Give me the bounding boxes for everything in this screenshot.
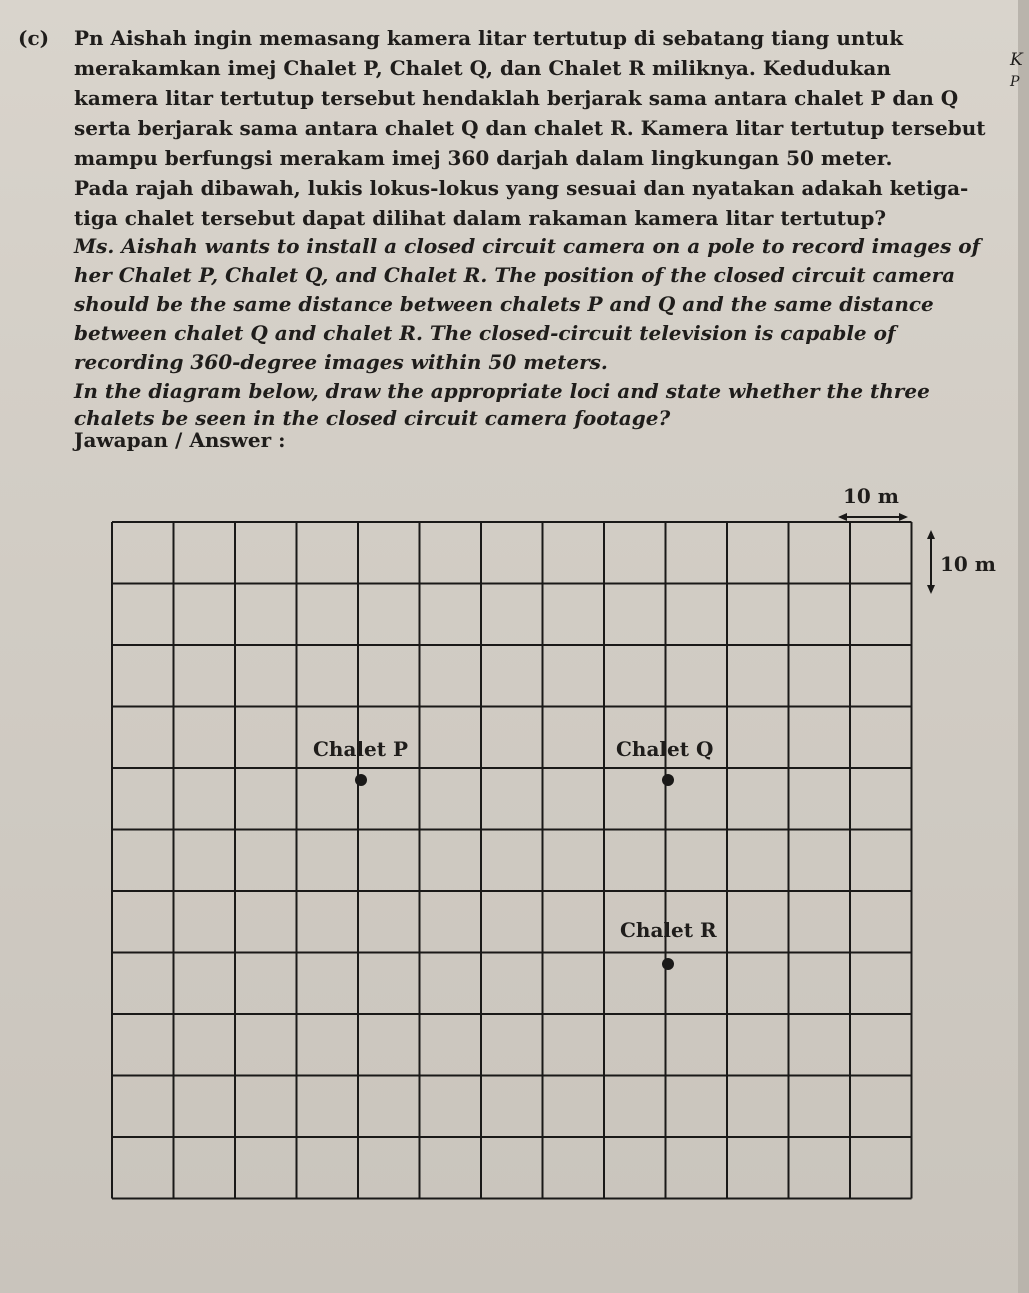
english-line-1: Ms. Aishah wants to install a closed circuit camera on a pole to record images of	[74, 234, 981, 258]
malay-line-2: merakamkan imej Chalet P, Chalet Q, dan Chalet R miliknya. Kedudukan	[74, 56, 891, 80]
malay-line-5: mampu berfungsi merakam imej 360 darjah dalam lingkungan 50 meter.	[74, 146, 893, 170]
grid-lines	[112, 522, 912, 1199]
question-number: (c)	[18, 26, 50, 50]
chalet-p-label: Chalet P	[313, 737, 408, 761]
vertical-scale-arrow-top	[927, 530, 935, 539]
scale-label-vertical: 10 m	[940, 552, 996, 576]
horizontal-scale-arrow-right	[899, 513, 908, 521]
malay-line-7: tiga chalet tersebut dapat dilihat dalam rakaman kamera litar tertutup?	[74, 206, 887, 230]
malay-line-1: Pn Aishah ingin memasang kamera litar tertutup di sebatang tiang untuk	[74, 26, 904, 50]
chalet-r-label: Chalet R	[620, 918, 717, 942]
vertical-scale-arrow-bottom	[927, 585, 935, 594]
chalet-p-point	[355, 774, 367, 786]
malay-line-3: kamera litar tertutup tersebut hendaklah berjarak sama antara chalet P dan Q	[74, 86, 959, 110]
english-line-6: In the diagram below, draw the appropriate loci and state whether the three	[74, 379, 930, 403]
page-edge-shadow	[1018, 0, 1029, 1293]
english-line-5: recording 360-degree images within 50 meters.	[74, 350, 608, 374]
margin-note-p: P	[1010, 74, 1020, 90]
chalet-q-point	[662, 774, 674, 786]
english-line-2: her Chalet P, Chalet Q, and Chalet R. The position of the closed circuit camera	[74, 263, 956, 287]
horizontal-scale-arrow-left	[838, 513, 847, 521]
answer-label: Jawapan / Answer :	[74, 428, 286, 452]
scale-label-horizontal: 10 m	[843, 484, 899, 508]
malay-line-4: serta berjarak sama antara chalet Q dan chalet R. Kamera litar tertutup tersebut	[74, 116, 986, 140]
english-line-3: should be the same distance between chalets P and Q and the same distance	[74, 292, 934, 316]
malay-line-6: Pada rajah dibawah, lukis lokus-lokus yang sesuai dan nyatakan adakah ketiga-	[74, 176, 969, 200]
chalet-q-label: Chalet Q	[616, 737, 714, 761]
english-line-7: chalets be seen in the closed circuit camera footage?	[74, 406, 671, 430]
scale-markers	[838, 513, 935, 594]
margin-note-k: K	[1010, 50, 1023, 70]
english-line-4: between chalet Q and chalet R. The closed-circuit television is capable of	[74, 321, 896, 345]
chalet-r-point	[662, 958, 674, 970]
